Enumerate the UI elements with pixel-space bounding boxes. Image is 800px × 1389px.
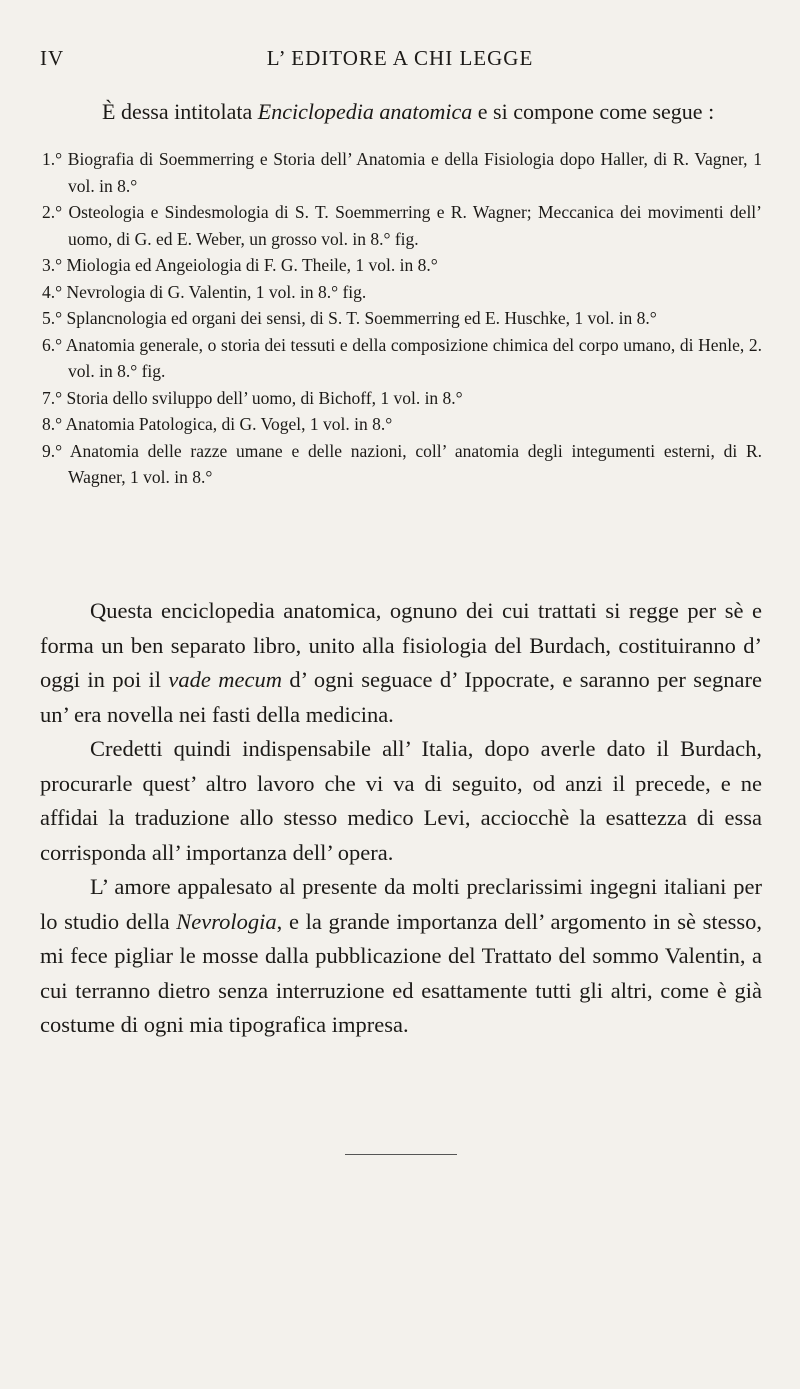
volume-item: 7.° Storia dello sviluppo dell’ uomo, di Bichoff, 1 vol. in 8.° <box>42 387 463 408</box>
paragraph-text: L’ amore appalesato al presente da molti preclarissimi ingegni italiani per lo studio della <box>40 874 762 934</box>
paragraph-nevrologia <box>40 870 762 1043</box>
running-head <box>40 46 760 76</box>
volume-item: 2.° Osteologia e Sindesmologia di S. T. Soemmerring e R. Wagner; Meccanica dei movimenti dell’ uomo, di G. ed E. Weber, un grosso vol. in 8.° fig. <box>42 202 762 249</box>
running-title: L’ EDITORE A CHI LEGGE <box>266 46 534 70</box>
intro-line <box>102 97 760 127</box>
paragraph-translation: Credetti quindi indispensabile all’ Italia, dopo averle dato il Burdach, procurarle quest’ altro lavoro che vi va di seguito, od anzi il precede, e ne affidai la traduzione allo stesso medico Levi, acciocchè la esattezza di essa corrisponda all’ importanza dell’ opera. <box>40 736 762 865</box>
body-text <box>40 594 762 1043</box>
volume-item: 1.° Biografia di Soemmerring e Storia dell’ Anatomia e della Fisiologia dopo Haller, di R. Vagner, 1 vol. in 8.° <box>42 149 762 196</box>
intro-text-end: e si compone come segue : <box>472 99 715 124</box>
volume-item: 4.° Nevrologia di G. Valentin, 1 vol. in 8.° fig. <box>42 281 367 302</box>
paragraph-text: d’ ogni seguace d’ Ippocrate, e saranno per segnare un’ era novella nei fasti della medicina. <box>40 667 762 727</box>
volume-list <box>42 146 762 491</box>
nevrologia-italic: Nevrologia <box>176 908 277 934</box>
volume-item: 6.° Anatomia generale, o storia dei tessuti e della composizione chimica del corpo umano, di Henle, 2. vol. in 8.° fig. <box>42 334 762 381</box>
paragraph-text: Questa enciclopedia anatomica, ognuno dei cui trattati si regge per sè e forma un ben separato libro, unito alla fisiologia del Burdach, costituiranno d’ oggi in poi il <box>40 598 762 692</box>
volume-item: 3.° Miologia ed Angeiologia di F. G. Theile, 1 vol. in 8.° <box>42 255 438 275</box>
encyclopedia-title: Enciclopedia anatomica <box>257 99 473 124</box>
page-number: IV <box>40 46 65 70</box>
volume-item: 5.° Splancnologia ed organi dei sensi, di S. T. Soemmerring ed E. Huschke, 1 vol. in 8.° <box>42 308 657 328</box>
paragraph-text: , e la grande importanza dell’ argomento in sè stesso, mi fece pigliar le mosse dalla pubblicazione del Trattato del sommo Valentin, a cui terranno dietro senza interruzione ed esattamente tutti gli altri, come è già costume di ogni mia tipografica impresa. <box>40 908 762 1037</box>
volume-item: 8.° Anatomia Patologica, di G. Vogel, 1 vol. in 8.° <box>42 414 393 434</box>
paragraph-encyclopedia <box>40 594 762 732</box>
intro-text: È dessa intitolata <box>102 99 258 124</box>
closing-rule <box>345 1154 457 1155</box>
volume-item: 9.° Anatomia delle razze umane e delle nazioni, coll’ anatomia degli integumenti esterni, di R. Wagner, 1 vol. in 8.° <box>42 440 762 487</box>
vade-mecum-italic: vade mecum <box>168 667 282 692</box>
